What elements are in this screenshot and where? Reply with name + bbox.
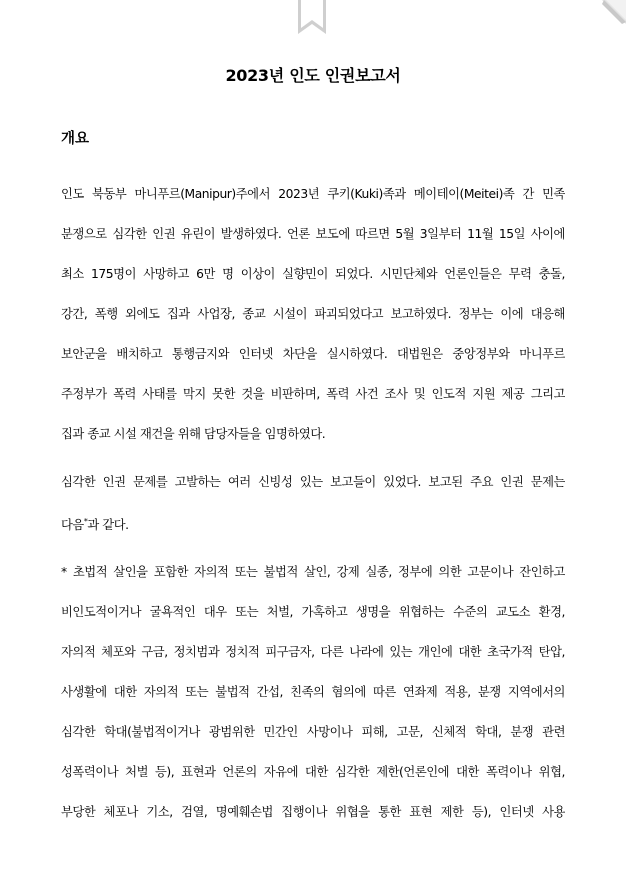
- paragraph-line: 최소 175명이 사망하고 6만 명 이상이 실향민이 되었다. 시민단체와 언론인들은 무력 충돌,: [61, 267, 565, 281]
- paragraph-line-with-footnote: [61, 512, 565, 552]
- paragraph-overview: [61, 184, 565, 464]
- paragraph-line: 집과 종교 시설 재건을 위해 담당자들을 임명하였다.: [61, 427, 326, 441]
- section-heading: 개요: [61, 131, 90, 147]
- paragraph-line: 강간, 폭행 외에도 집과 사업장, 종교 시설이 파괴되었다고 보고하였다. 정부는 이에 대응해: [61, 307, 565, 321]
- paragraph-issues-intro: [61, 472, 565, 552]
- document-title: 2023년 인도 인권보고서: [225, 66, 401, 85]
- paragraph-text: 과 같다.: [87, 518, 129, 532]
- paragraph-footnote-list: [61, 562, 565, 842]
- paragraph-line: 부당한 체포나 기소, 검열, 명예훼손법 집행이나 위협을 통한 표현 제한 등), 인터넷 사용: [61, 805, 565, 819]
- paragraph-line: * 초법적 살인을 포함한 자의적 또는 불법적 살인, 강제 실종, 정부에 의한 고문이나 잔인하고: [61, 565, 565, 579]
- bookmark-ribbon-icon[interactable]: [298, 0, 326, 34]
- paragraph-line: 분쟁으로 심각한 인권 유린이 발생하였다. 언론 보도에 따르면 5월 3일부터 11월 15일 사이에: [61, 227, 565, 241]
- paragraph-line: 주정부가 폭력 사태를 막지 못한 것을 비판하며, 폭력 사건 조사 및 인도적 지원 제공 그리고: [61, 387, 565, 401]
- footnote-marker[interactable]: *: [83, 517, 88, 526]
- paragraph-text: 다음: [61, 518, 84, 532]
- paragraph-line: 인도 북동부 마니푸르(Manipur)주에서 2023년 쿠키(Kuki)족과 메이테이(Meitei)족 간 민족: [61, 187, 565, 201]
- page-curl-icon[interactable]: [602, 0, 626, 24]
- paragraph-line: 보안군을 배치하고 통행금지와 인터넷 차단을 실시하였다. 대법원은 중앙정부와 마니푸르: [61, 347, 565, 361]
- paragraph-line: 성폭력이나 처벌 등), 표현과 언론의 자유에 대한 심각한 제한(언론인에 대한 폭력이나 위협,: [61, 765, 565, 779]
- paragraph-line: 자의적 체포와 구금, 정치범과 정치적 피구금자, 다른 나라에 있는 개인에 대한 초국가적 탄압,: [61, 645, 565, 659]
- paragraph-line: 비인도적이거나 굴욕적인 대우 또는 처벌, 가혹하고 생명을 위협하는 수준의 교도소 환경,: [61, 605, 565, 619]
- paragraph-line: 심각한 학대(불법적이거나 광범위한 민간인 사망이나 피해, 고문, 신체적 학대, 분쟁 관련: [61, 725, 565, 739]
- paragraph-line: 사생활에 대한 자의적 또는 불법적 간섭, 친족의 혐의에 따른 연좌제 적용, 분쟁 지역에서의: [61, 685, 565, 699]
- paragraph-line: 심각한 인권 문제를 고발하는 여러 신빙성 있는 보고들이 있었다. 보고된 주요 인권 문제는: [61, 475, 565, 489]
